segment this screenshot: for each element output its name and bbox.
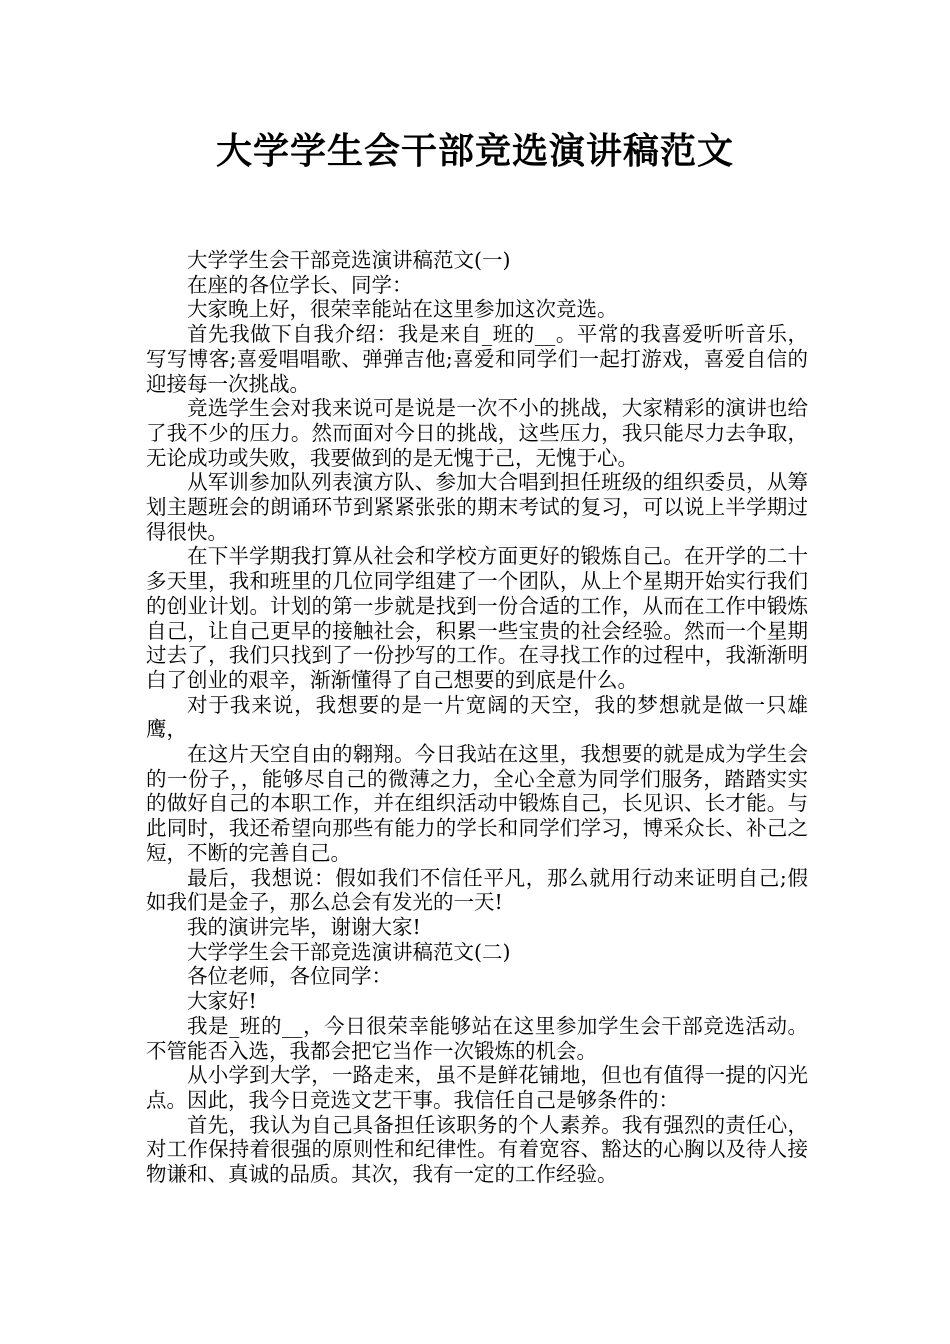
paragraph: 大家晚上好，很荣幸能站在这里参加这次竞选。 (187, 297, 618, 322)
paragraph: 我是_班的__，今日很荣幸能够站在这里参加学生会干部竞选活动。不管能否入选，我都会把它当作一次锻炼的机会。 (146, 1013, 808, 1063)
document-body (146, 248, 808, 1187)
document-title: 大学学生会干部竞选演讲稿范文 (215, 131, 734, 172)
paragraph: 首先，我认为自己具备担任该职务的个人素养。我有强烈的责任心，对工作保持着很强的原则性和纪律性。有着宽容、豁达的心胸以及待人接物谦和、真诚的品质。其次，我有一定的工作经验。 (146, 1112, 808, 1187)
paragraph: 竞选学生会对我来说可是说是一次不小的挑战，大家精彩的演讲也给了我不少的压力。然而面对今日的挑战，这些压力，我只能尽力去争取，无论成功或失败，我要做到的是无愧于己，无愧于心。 (146, 396, 808, 470)
paragraph: 大家好! (187, 989, 257, 1014)
paragraph: 在这片天空自由的翱翔。今日我站在这里，我想要的就是成为学生会的一份子，，能够尽自己的微薄之力，全心全意为同学们服务，踏踏实实的做好自己的本职工作，并在组织活动中锻炼自己，长见识、长才能。与此同时，我还希望向那些有能力的学长和同学们学习，博采众长、补己之短，不断的完善自己。 (146, 742, 808, 865)
paragraph: 大学学生会干部竞选演讲稿范文(二) (187, 939, 511, 964)
paragraph: 大学学生会干部竞选演讲稿范文(一) (187, 248, 511, 272)
paragraph: 在下半学期我打算从社会和学校方面更好的锻炼自己。在开学的二十多天里，我和班里的几位同学组建了一个团队，从上个星期开始实行我们的创业计划。计划的第一步就是找到一份合适的工作，从而在工作中锻炼自己，让自己更早的接触社会，积累一些宝贵的社会经验。然而一个星期过去了，我们只找到了一份抄写的工作。在寻找工作的过程中，我渐渐明白了创业的艰辛，渐渐懂得了自己想要的到底是什么。 (146, 544, 808, 692)
paragraph: 从军训参加队列表演方队、参加大合唱到担任班级的组织委员，从筹划主题班会的朗诵环节到紧紧张张的期末考试的复习，可以说上半学期过得很快。 (146, 470, 808, 544)
paragraph: 从小学到大学，一路走来，虽不是鲜花铺地，但也有值得一提的闪光点。因此，我今日竞选文艺干事。我信任自己是够条件的： (146, 1063, 808, 1112)
paragraph: 对于我来说，我想要的是一片宽阔的天空，我的梦想就是做一只雄鹰， (146, 692, 808, 742)
paragraph: 我的演讲完毕，谢谢大家! (187, 914, 421, 939)
paragraph: 在座的各位学长、同学： (187, 272, 413, 297)
paragraph: 各位老师，各位同学： (187, 964, 392, 989)
paragraph: 最后，我想说：假如我们不信任平凡，那么就用行动来证明自己;假如我们是金子，那么总会有发光的一天! (146, 865, 808, 915)
paragraph: 首先我做下自我介绍：我是来自_班的__。平常的我喜爱听听音乐，写写博客;喜爱唱唱歌、弹弹吉他;喜爱和同学们一起打游戏，喜爱自信的迎接每一次挑战。 (146, 322, 808, 396)
